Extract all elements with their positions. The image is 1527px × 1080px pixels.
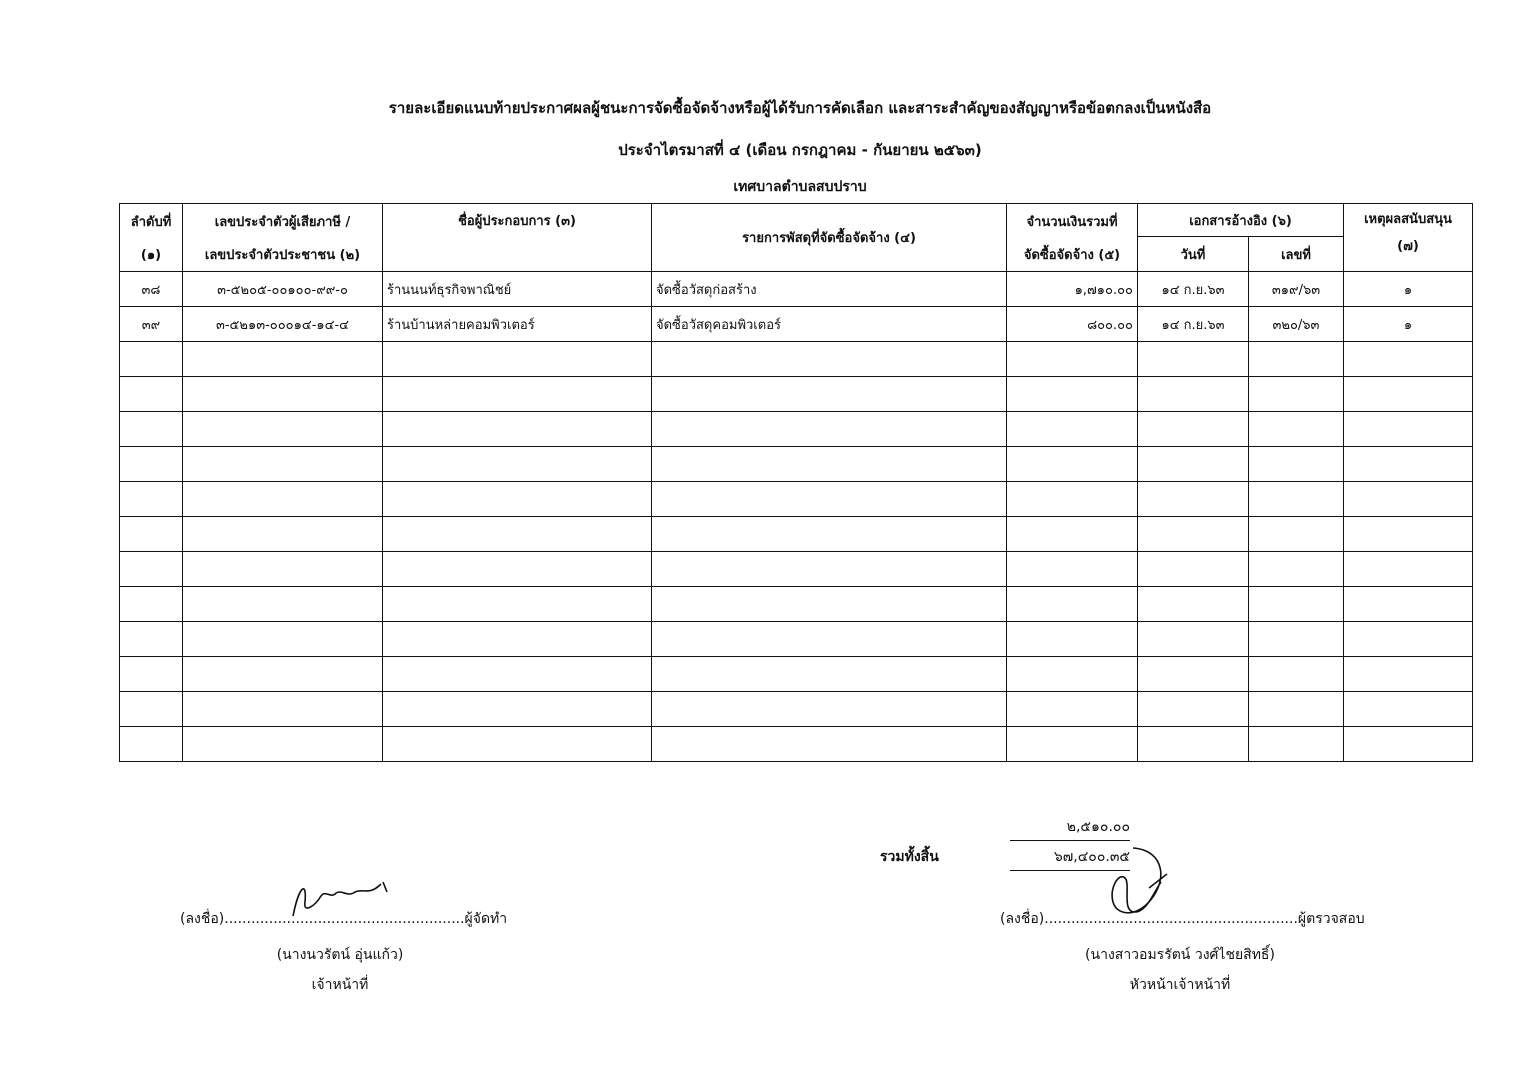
cell-no: ๓๙ xyxy=(120,307,183,342)
grand-total-amount: ๖๗,๔๐๐.๓๕ xyxy=(1010,846,1130,871)
header-amount-label: จำนวนเงินรวมที่ xyxy=(1026,214,1118,230)
procurement-table xyxy=(119,203,1473,762)
empty-row xyxy=(120,447,1473,482)
preparer-name: (นางนวรัตน์ อุ่นแก้ว) xyxy=(276,947,404,963)
empty-row xyxy=(120,342,1473,377)
document-period: ประจำไตรมาสที่ ๔ (เดือน กรกฎาคม - กันยายน ๒๕๖๓) xyxy=(618,141,982,159)
header-reason xyxy=(1344,204,1473,272)
inspector-signature-block xyxy=(1000,908,1365,996)
empty-row xyxy=(120,482,1473,517)
preparer-signature-block xyxy=(180,908,508,996)
table-row xyxy=(120,307,1473,342)
header-vendor: ชื่อผู้ประกอบการ (๓) xyxy=(383,204,652,272)
header-citizen-id-label: เลขประจำตัวประชาชน (๒) xyxy=(204,247,361,263)
cell-tax-id: ๓-๕๒๑๓-๐๐๐๑๔-๑๔-๔ xyxy=(183,307,383,342)
cell-amount: ๘๐๐.๐๐ xyxy=(1007,307,1138,342)
table-row xyxy=(120,272,1473,307)
preparer-position: เจ้าหน้าที่ xyxy=(311,977,369,993)
document-title: รายละเอียดแนบท้ายประกาศผลผู้ชนะการจัดซื้อจัดจ้างหรือผู้ได้รับการคัดเลือก และสาระสำคัญของสัญญาหรือข้อตกลงเป็นหนังสือ xyxy=(388,99,1212,117)
cell-item: จัดซื้อวัสดุก่อสร้าง xyxy=(652,272,1007,307)
cell-reason: ๑ xyxy=(1344,272,1473,307)
organization-name: เทศบาลตำบลสบปราบ xyxy=(733,179,867,195)
empty-row xyxy=(120,377,1473,412)
header-no-index: (๑) xyxy=(140,247,162,263)
empty-row xyxy=(120,692,1473,727)
cell-date: ๑๔ ก.ย.๖๓ xyxy=(1138,272,1249,307)
cell-reason: ๑ xyxy=(1344,307,1473,342)
inspector-position: หัวหน้าเจ้าหน้าที่ xyxy=(1129,977,1231,993)
empty-row xyxy=(120,657,1473,692)
preparer-sign-line: (ลงชื่อ)......................................................ผู้จัดทำ xyxy=(180,911,508,927)
table-header-row-1 xyxy=(120,204,1473,237)
cell-vendor: ร้านนนท์ธุรกิจพาณิชย์ xyxy=(383,272,652,307)
empty-row xyxy=(120,552,1473,587)
cell-doc-no: ๓๑๙/๖๓ xyxy=(1249,272,1344,307)
header-doc-no: เลขที่ xyxy=(1249,237,1344,272)
cell-doc-no: ๓๒๐/๖๓ xyxy=(1249,307,1344,342)
header-tax-id-label: เลขประจำตัวผู้เสียภาษี / xyxy=(214,214,351,230)
subtotal-amount: ๒,๕๑๐.๐๐ xyxy=(1010,816,1130,841)
header-no-label: ลำดับที่ xyxy=(130,214,172,230)
empty-row xyxy=(120,622,1473,657)
empty-row xyxy=(120,727,1473,762)
header-tax-id xyxy=(183,204,383,272)
empty-row xyxy=(120,517,1473,552)
empty-row xyxy=(120,412,1473,447)
header-no xyxy=(120,204,183,272)
grand-total-label: รวมทั้งสิ้น xyxy=(880,849,939,865)
cell-date: ๑๔ ก.ย.๖๓ xyxy=(1138,307,1249,342)
header-amount xyxy=(1007,204,1138,272)
inspector-name: (นางสาวอมรรัตน์ วงศ์ไชยสิทธิ์) xyxy=(1085,947,1275,963)
empty-row xyxy=(120,587,1473,622)
header-reason-label: เหตุผลสนับสนุน xyxy=(1364,212,1452,227)
header-amount-index: จัดซื้อจัดจ้าง (๕) xyxy=(1023,247,1121,263)
header-date: วันที่ xyxy=(1138,237,1249,272)
cell-vendor: ร้านบ้านหล่ายคอมพิวเตอร์ xyxy=(383,307,652,342)
cell-amount: ๑,๗๑๐.๐๐ xyxy=(1007,272,1138,307)
cell-no: ๓๘ xyxy=(120,272,183,307)
header-reference: เอกสารอ้างอิง (๖) xyxy=(1138,204,1344,237)
header-item: รายการพัสดุที่จัดซื้อจัดจ้าง (๔) xyxy=(652,204,1007,272)
inspector-sign-line: (ลงชื่อ).........................................................ผู้ตรวจสอบ xyxy=(1000,911,1365,927)
cell-item: จัดซื้อวัสดุคอมพิวเตอร์ xyxy=(652,307,1007,342)
cell-tax-id: ๓-๕๒๐๕-๐๐๑๐๐-๙๙-๐ xyxy=(183,272,383,307)
header-reason-index: (๗) xyxy=(1397,239,1419,254)
